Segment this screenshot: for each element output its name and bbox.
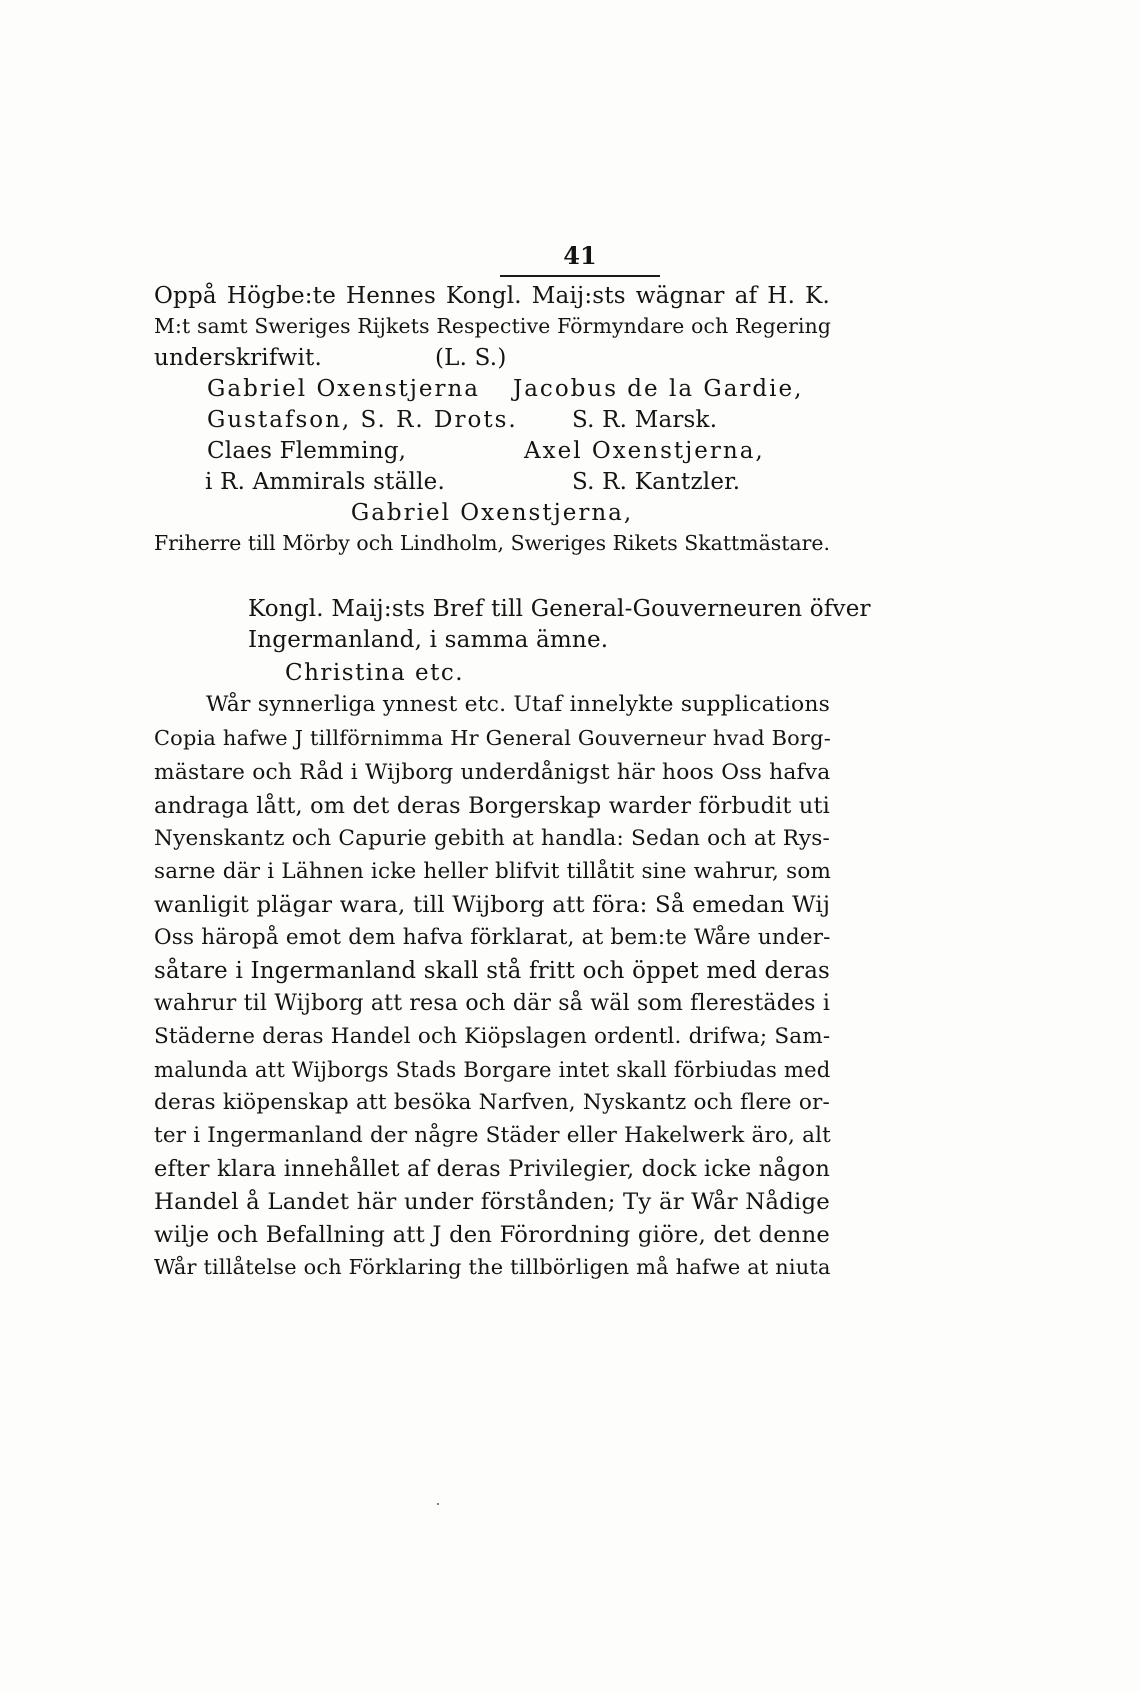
page-number-rule — [500, 275, 660, 277]
body-line-12: malunda att Wijborgs Stads Borgare intet skall förbiudas med — [154, 1057, 831, 1082]
body-line-14: ter i Ingermanland der någre Städer eller Hakelwerk äro, alt — [154, 1123, 831, 1148]
body-line-15: efter klara innehållet af deras Privilegier, dock icke någon — [154, 1156, 830, 1182]
body-line-1: Wår synnerliga ynnest etc. Utaf innelykte supplications — [206, 692, 830, 717]
decree-close-line-1: Oppå Högbe:te Hennes Kongl. Maij:sts wägnar af H. K. — [154, 283, 830, 309]
signature-row-1-right: Jacobus de la Gardie, — [513, 376, 804, 402]
signature-center-name: Gabriel Oxenstjerna, — [350, 500, 634, 526]
body-line-18: Wår tillåtelse och Förklaring the tillbörligen må hafwe at niuta — [154, 1255, 831, 1279]
signature-row-2-right: S. R. Marsk. — [572, 407, 718, 433]
body-line-13: deras kiöpenskap att besöka Narfven, Nyskantz och flere or- — [154, 1090, 830, 1115]
signature-row-2-left: Gustafson, S. R. Drots. — [207, 407, 518, 433]
signature-row-4-left: i R. Ammirals ställe. — [205, 469, 445, 495]
letter-heading-line-1: Kongl. Maij:sts Bref till General-Gouverneuren öfver — [248, 596, 871, 622]
decree-close-line-2: M:t samt Sweriges Rijkets Respective Förmyndare och Regering — [154, 314, 832, 338]
body-line-11: Städerne deras Handel och Kiöpslagen ordentl. drifwa; Sam- — [154, 1024, 831, 1049]
page-number: 41 — [563, 241, 597, 270]
body-line-16: Handel å Landet här under förstånden; Ty är Wår Nådige — [154, 1189, 830, 1215]
letter-heading-line-2: Ingermanland, i samma ämne. — [248, 627, 609, 653]
signature-row-4-right: S. R. Kantzler. — [572, 469, 741, 495]
body-line-2: Copia hafwe J tillförnimma Hr General Gouverneur hvad Borg- — [154, 726, 831, 750]
ink-speck — [437, 1503, 439, 1505]
body-line-9: såtare i Ingermanland skall stå fritt och öppet med deras — [154, 958, 830, 984]
body-line-6: sarne där i Lähnen icke heller blifvit tillåtit sine wahrur, som — [154, 859, 832, 884]
body-line-7: wanligit plägar wara, till Wijborg att föra: Så emedan Wij — [154, 892, 831, 918]
body-line-4: andraga lått, om det deras Borgerskap warder förbudit uti — [154, 793, 830, 819]
letter-salutation: Christina etc. — [285, 660, 465, 686]
signature-center-title: Friherre till Mörby och Lindholm, Sweriges Rikets Skattmästare. — [154, 531, 830, 555]
body-line-3: mästare och Råd i Wijborg underdånigst här hoos Oss hafva — [154, 760, 831, 785]
body-line-5: Nyenskantz och Capurie gebith at handla: Sedan och at Rys- — [154, 826, 831, 851]
body-line-8: Oss häropå emot dem hafva förklarat, at bem:te Wåre under- — [154, 925, 831, 950]
body-line-10: wahrur til Wijborg att resa och där så wäl som flerestädes i — [154, 991, 831, 1016]
decree-close-last-line: underskrifwit. — [154, 345, 322, 371]
body-line-17: wilje och Befallning att J den Förordning giöre, det denne — [154, 1222, 830, 1248]
seal-mark: (L. S.) — [435, 345, 507, 371]
signature-row-1-left: Gabriel Oxenstjerna — [207, 376, 480, 402]
signature-row-3-right: Axel Oxenstjerna, — [524, 438, 765, 464]
signature-row-3-left: Claes Flemming, — [207, 438, 407, 464]
